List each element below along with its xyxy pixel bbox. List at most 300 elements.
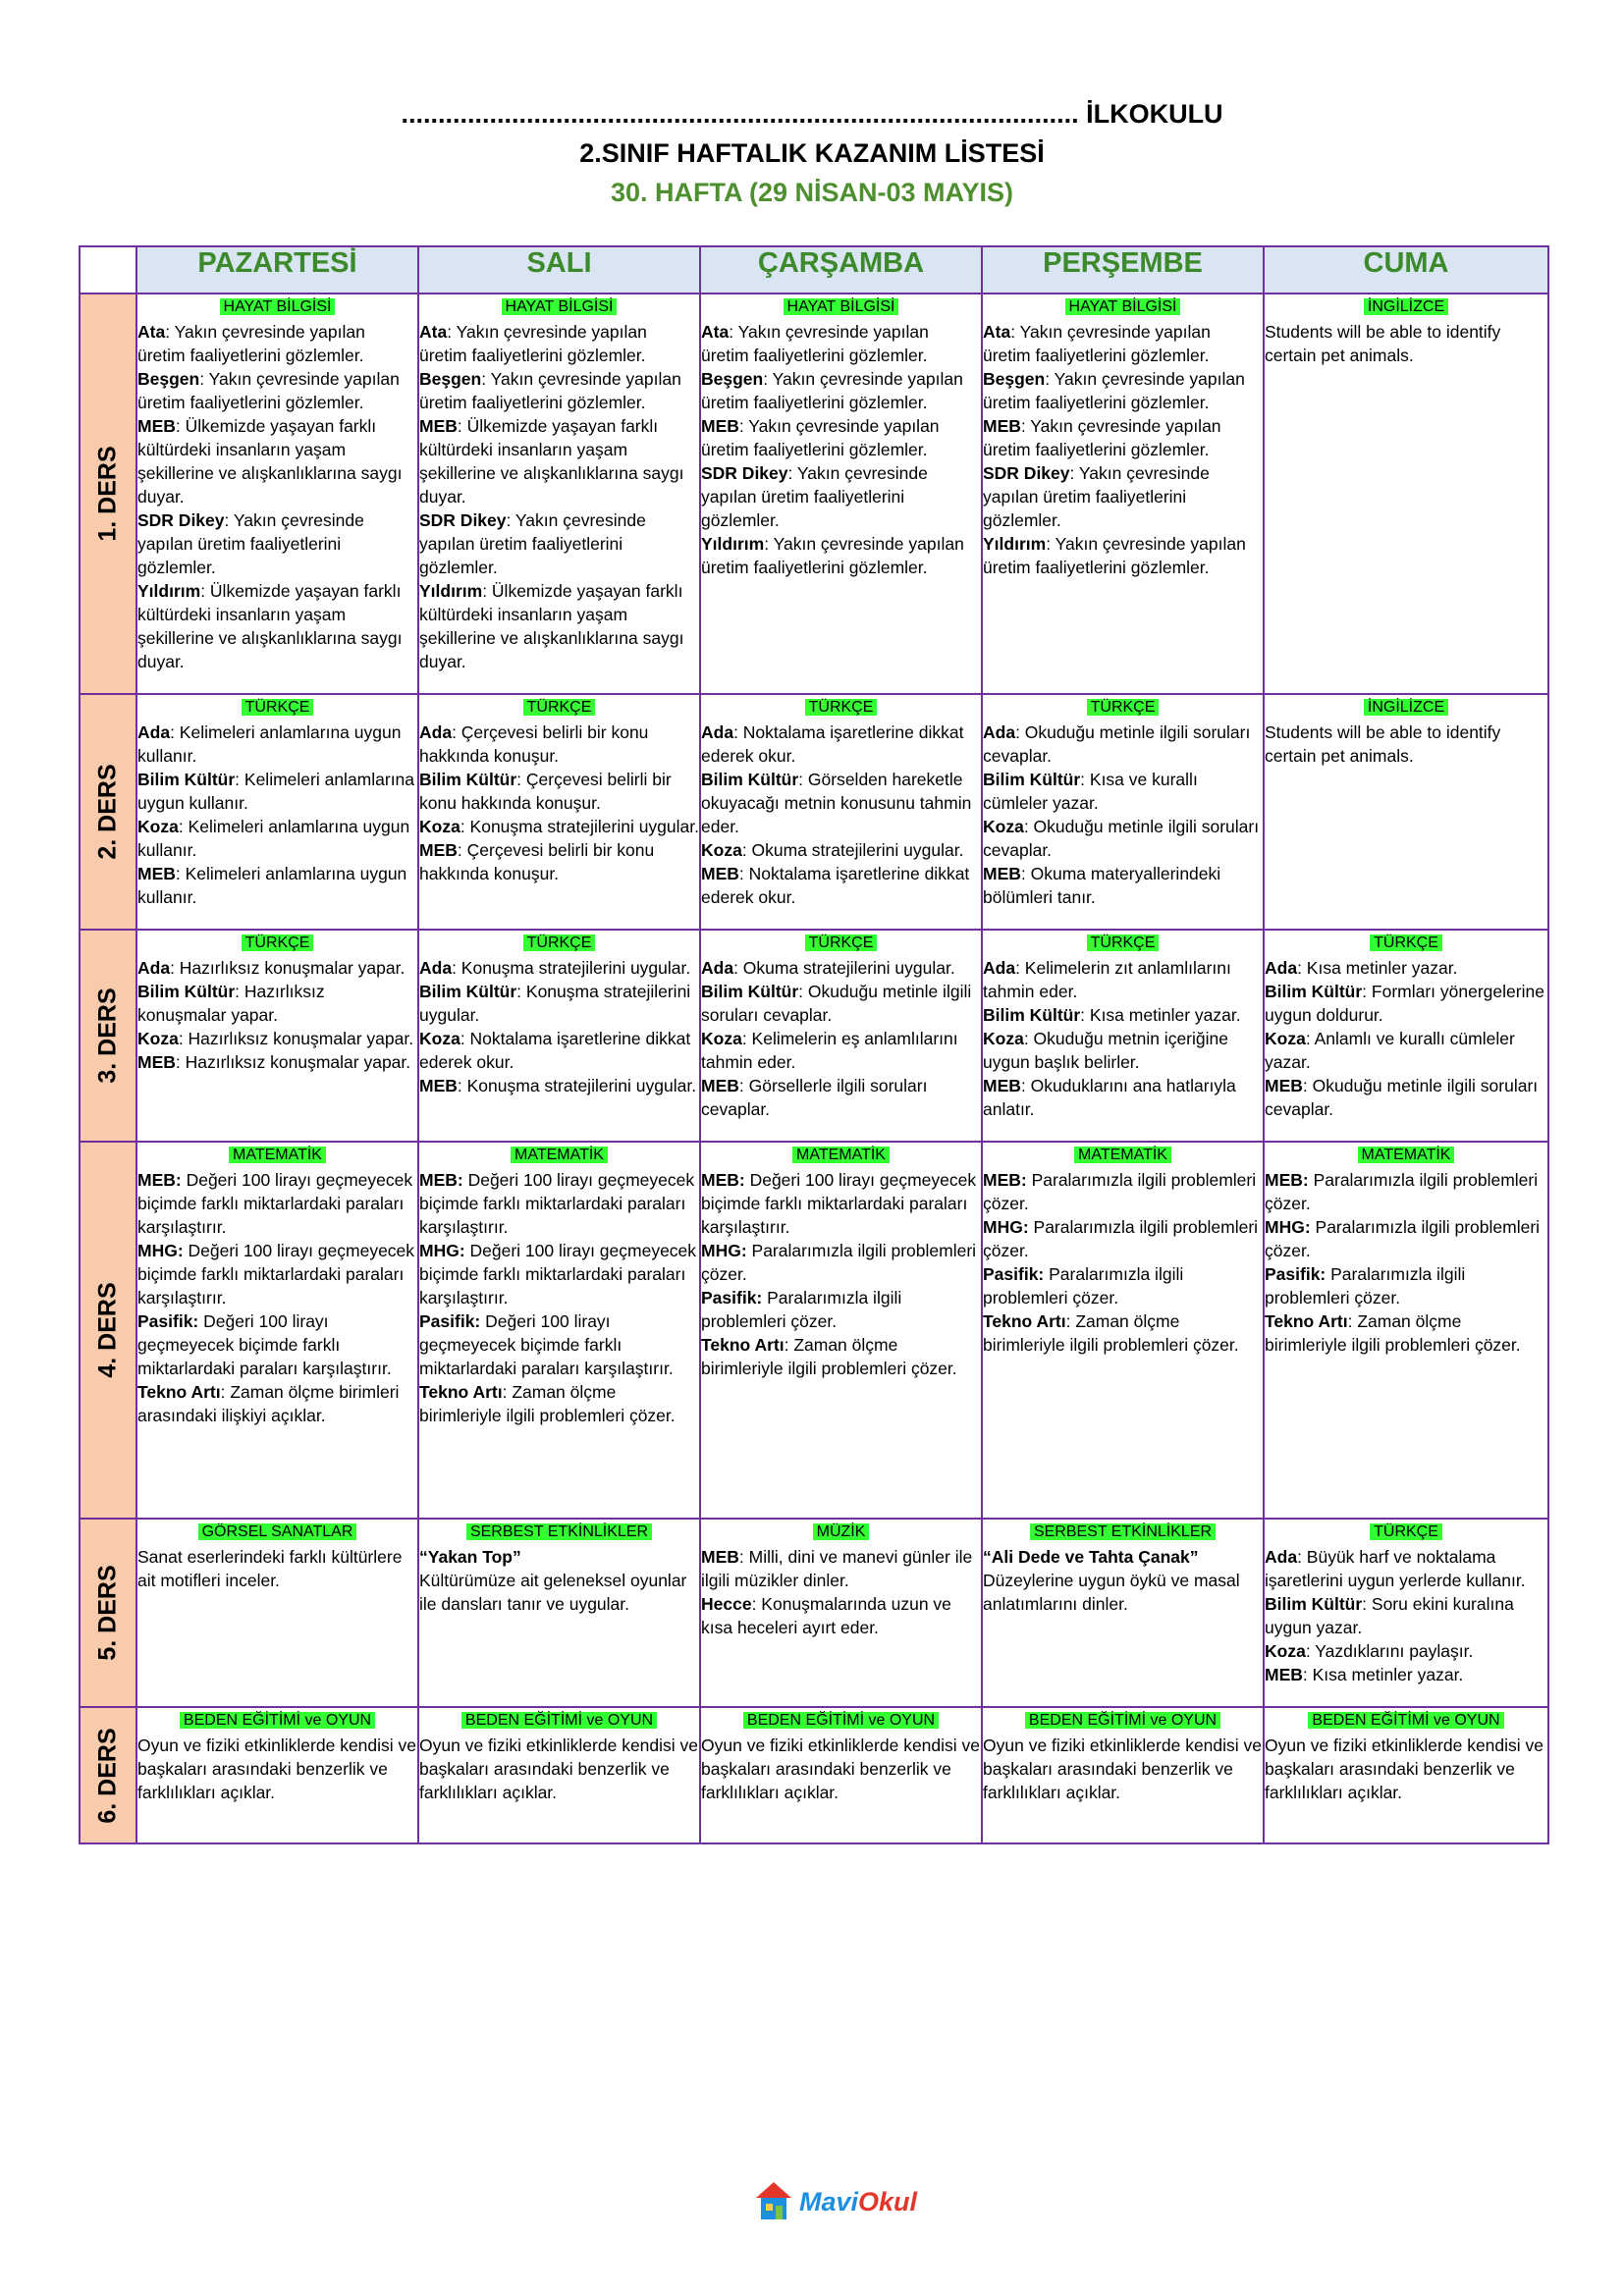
source-name: MEB	[983, 1076, 1021, 1095]
objective-entry	[701, 414, 981, 461]
objective-text: : Okuduklarını ana hatlarıyla anlatır.	[983, 1076, 1236, 1119]
objective-entry	[983, 815, 1263, 862]
subject-label: BEDEN EĞİTİMİ ve OYUN	[1025, 1712, 1220, 1729]
objective-text: : Yakın çevresinde yapılan üretim faaliyetlerini gözlemler.	[419, 510, 646, 577]
subject-heading	[419, 1520, 699, 1543]
objective-entry	[983, 1215, 1263, 1262]
school-name-line: ............................................................................................ İLKOKULU	[401, 99, 1223, 129]
plan-cell	[982, 694, 1264, 930]
objective-entry	[419, 579, 699, 673]
objective-text: Sanat eserlerindeki farklı kültürlere ait motifleri inceler.	[137, 1547, 403, 1590]
plan-cell	[1264, 294, 1548, 694]
subject-label: TÜRKÇE	[1087, 699, 1160, 716]
objective-text: : Okuduğu metinle ilgili soruları cevaplar.	[701, 982, 972, 1025]
objective-text: : Okuma stratejilerini uygular.	[741, 840, 964, 860]
objective-entry	[1265, 320, 1547, 367]
plan-cell	[1264, 1142, 1548, 1519]
objective-text: : Okuduğu metnin içeriğine uygun başlık belirler.	[983, 1029, 1228, 1072]
objective-text: Students will be able to identify certain pet animals.	[1265, 722, 1501, 766]
objective-entry	[419, 414, 699, 508]
source-name: MEB	[701, 1547, 739, 1567]
objective-text: : Zaman ölçme birimleriyle ilgili problemleri çözer.	[983, 1311, 1239, 1355]
objective-text: : Yakın çevresinde yapılan üretim faaliyetlerini gözlemler.	[701, 322, 929, 365]
objective-text: Paralarımızla ilgili problemleri çözer.	[983, 1264, 1184, 1308]
source-name: Ada	[1265, 1547, 1298, 1567]
objective-entry	[1265, 1592, 1547, 1639]
source-name: Tekno Artı	[137, 1382, 221, 1402]
subject-heading	[983, 294, 1263, 318]
objective-text: : Hazırlıksız konuşmalar yapar.	[175, 1052, 411, 1072]
objective-text: : Okuma materyallerindeki bölümleri tanır.	[983, 864, 1221, 907]
objective-text: : Noktalama işaretlerine dikkat ederek okur.	[419, 1029, 691, 1072]
objective-entry	[701, 1592, 981, 1639]
objective-entry	[983, 721, 1263, 768]
subject-label: SERBEST ETKİNLİKLER	[466, 1523, 652, 1540]
lesson-row	[80, 1707, 1548, 1843]
subject-label: TÜRKÇE	[523, 699, 596, 716]
source-name: Bilim Kültür	[419, 982, 517, 1001]
objective-text: : Konuşmalarında uzun ve kısa heceleri ayırt eder.	[701, 1594, 951, 1637]
objective-entry	[419, 1309, 699, 1380]
objective-entry	[419, 320, 699, 367]
objective-text: : Yakın çevresinde yapılan üretim faaliyetlerini gözlemler.	[983, 322, 1211, 365]
subject-heading	[983, 695, 1263, 719]
subject-heading	[1265, 695, 1547, 719]
source-name: SDR Dikey	[419, 510, 507, 530]
source-name: Ada	[983, 722, 1016, 742]
objective-text: : Hazırlıksız konuşmalar yapar.	[137, 982, 325, 1025]
subject-heading	[419, 695, 699, 719]
plan-cell	[418, 1707, 700, 1843]
objective-entry	[983, 1027, 1263, 1074]
objective-entry	[137, 1239, 417, 1309]
objective-text: Oyun ve fiziki etkinliklerde kendisi ve başkaları arasındaki benzerlik ve farklılıkları açıklar.	[1265, 1735, 1544, 1802]
objective-entry	[137, 1168, 417, 1239]
objective-text: Oyun ve fiziki etkinliklerde kendisi ve başkaları arasındaki benzerlik ve farklılıkları açıklar.	[137, 1735, 417, 1802]
subject-heading	[137, 294, 417, 318]
objective-entry	[1265, 1027, 1547, 1074]
objective-entry	[701, 320, 981, 367]
objective-entry	[701, 367, 981, 414]
objective-text: : Yakın çevresinde yapılan üretim faaliyetlerini gözlemler.	[419, 369, 681, 412]
source-name: Beşgen	[701, 369, 764, 389]
lesson-label: 3. DERS	[93, 988, 122, 1084]
source-name: Koza	[983, 817, 1024, 836]
objective-text: : Kısa ve kurallı cümleler yazar.	[983, 770, 1198, 813]
subject-heading	[1265, 1143, 1547, 1166]
plan-cell	[700, 694, 982, 930]
source-name: Pasifik:	[1265, 1264, 1326, 1284]
objective-text: : Konuşma stratejilerini uygular.	[419, 982, 691, 1025]
source-name: Koza	[137, 817, 179, 836]
source-name: SDR Dikey	[137, 510, 225, 530]
plan-cell	[982, 1142, 1264, 1519]
objective-entry	[983, 1074, 1263, 1121]
subject-label: İNGİLİZCE	[1364, 699, 1448, 716]
objective-entry	[701, 721, 981, 768]
objective-text: : Anlamlı ve kurallı cümleler yazar.	[1265, 1029, 1515, 1072]
objective-text: Değeri 100 lirayı geçmeyecek biçimde farklı miktarlardaki paraları karşılaştırır.	[701, 1170, 977, 1237]
objective-entry	[1265, 1215, 1547, 1262]
source-name: Koza	[1265, 1029, 1306, 1048]
objective-text: Paralarımızla ilgili problemleri çözer.	[1265, 1264, 1466, 1308]
plan-cell	[418, 294, 700, 694]
subject-heading	[137, 1143, 417, 1166]
source-name: SDR Dikey	[701, 463, 788, 483]
day-header: CUMA	[1264, 246, 1548, 294]
objective-entry	[983, 367, 1263, 414]
source-name: MEB	[137, 416, 176, 436]
source-name: Bilim Kültür	[1265, 982, 1363, 1001]
source-name: Koza	[419, 817, 460, 836]
objective-entry	[701, 956, 981, 980]
objective-entry	[1265, 1663, 1547, 1686]
objective-text: : Noktalama işaretlerine dikkat ederek okur.	[701, 722, 964, 766]
objective-text: : Kelimeleri anlamlarına uygun kullanır.	[137, 817, 410, 860]
subject-heading	[701, 294, 981, 318]
source-name: MEB	[701, 864, 739, 883]
source-name: MEB	[137, 1052, 176, 1072]
objective-entry	[983, 1545, 1263, 1569]
objective-text: : Yakın çevresinde yapılan üretim faaliyetlerini gözlemler.	[137, 510, 364, 577]
subject-heading	[1265, 931, 1547, 954]
objective-text: : Yakın çevresinde yapılan üretim faaliyetlerini gözlemler.	[983, 416, 1221, 459]
objective-entry	[419, 1074, 699, 1097]
objective-text: : Kelimelerin zıt anlamlılarını tahmin eder.	[983, 958, 1231, 1001]
objective-text: : Yakın çevresinde yapılan üretim faaliyetlerini gözlemler.	[137, 322, 365, 365]
objective-text: : Zaman ölçme birimleriyle ilgili problemleri çözer.	[701, 1335, 957, 1378]
plan-cell	[700, 1142, 982, 1519]
objective-text: : Yakın çevresinde yapılan üretim faaliyetlerini gözlemler.	[419, 322, 647, 365]
objective-text: : Kısa metinler yazar.	[1080, 1005, 1241, 1025]
objective-entry	[701, 980, 981, 1027]
plan-cell	[1264, 694, 1548, 930]
source-name: Bilim Kültür	[983, 770, 1081, 789]
objective-text: : Milli, dini ve manevi günler ile ilgili müzikler dinler.	[701, 1547, 973, 1590]
objective-text: : Okuduğu metinle ilgili soruları cevaplar.	[983, 722, 1251, 766]
objective-entry	[137, 768, 417, 815]
plan-cell	[1264, 1707, 1548, 1843]
objective-entry	[419, 980, 699, 1027]
objective-text: : Kelimeleri anlamlarına uygun kullanır.	[137, 864, 407, 907]
plan-cell	[136, 694, 418, 930]
lesson-label: 5. DERS	[93, 1565, 122, 1661]
day-header: PAZARTESİ	[136, 246, 418, 294]
objective-entry	[701, 1286, 981, 1333]
document-title: 2.SINIF HAFTALIK KAZANIM LİSTESİ	[579, 138, 1045, 168]
objective-entry	[137, 956, 417, 980]
objective-entry	[983, 320, 1263, 367]
objective-entry	[137, 815, 417, 862]
source-name: Hecce	[701, 1594, 752, 1614]
week-title: 30. HAFTA (29 NİSAN-03 MAYIS)	[610, 178, 1014, 207]
objective-entry	[1265, 1545, 1547, 1592]
objective-entry	[137, 1380, 417, 1427]
plan-cell	[1264, 1519, 1548, 1707]
subject-heading	[983, 1520, 1263, 1543]
subject-label: TÜRKÇE	[242, 934, 314, 951]
source-name: Ada	[983, 958, 1016, 978]
subject-label: MATEMATİK	[1074, 1147, 1171, 1163]
objective-entry	[419, 768, 699, 815]
objective-text: Paralarımızla ilgili problemleri çözer.	[1265, 1217, 1541, 1260]
objective-text: : Yazdıklarını paylaşır.	[1305, 1641, 1474, 1661]
objective-text: : Ülkemizde yaşayan farklı kültürdeki insanların yaşam şekillerine ve alışkanlıklarına saygı duyar.	[419, 581, 684, 671]
objective-text: : Noktalama işaretlerine dikkat ederek okur.	[701, 864, 970, 907]
source-name: Beşgen	[137, 369, 200, 389]
plan-cell	[136, 1519, 418, 1707]
objective-text: : Kısa metinler yazar.	[1302, 1665, 1464, 1684]
subject-label: BEDEN EĞİTİMİ ve OYUN	[461, 1712, 657, 1729]
objective-text: : Formları yönergelerine uygun doldurur.	[1265, 982, 1544, 1025]
objective-text: : Görselden hareketle okuyacağı metnin konusunu tahmin eder.	[701, 770, 972, 836]
subject-label: SERBEST ETKİNLİKLER	[1030, 1523, 1216, 1540]
objective-entry	[419, 721, 699, 768]
day-header-row	[80, 246, 1548, 294]
objective-entry	[1265, 1262, 1547, 1309]
subject-heading	[983, 931, 1263, 954]
source-name: MHG:	[1265, 1217, 1311, 1237]
objective-entry	[137, 721, 417, 768]
subject-heading	[701, 1143, 981, 1166]
subject-heading	[701, 1708, 981, 1732]
objective-entry	[701, 1333, 981, 1380]
objective-text: : Çerçevesi belirli bir konu hakkında konuşur.	[419, 770, 672, 813]
objective-text: : Çerçevesi belirli bir konu hakkında konuşur.	[419, 840, 655, 883]
objective-text: : Yakın çevresinde yapılan üretim faaliyetlerini gözlemler.	[137, 369, 400, 412]
objective-text: : Çerçevesi belirli bir konu hakkında konuşur.	[419, 722, 649, 766]
plan-cell	[418, 930, 700, 1142]
source-name: MEB	[983, 864, 1021, 883]
source-name: MEB	[419, 416, 458, 436]
objective-entry	[983, 1003, 1263, 1027]
objective-text: Students will be able to identify certain pet animals.	[1265, 322, 1501, 365]
objective-entry	[419, 367, 699, 414]
objective-text: : Kelimeleri anlamlarına uygun kullanır.	[137, 770, 415, 813]
source-name: MHG:	[983, 1217, 1029, 1237]
plan-cell	[418, 1142, 700, 1519]
source-name: Ata	[137, 322, 166, 342]
objective-entry	[983, 1262, 1263, 1309]
objective-entry	[137, 1050, 417, 1074]
objective-entry	[983, 1309, 1263, 1357]
objective-entry	[137, 1309, 417, 1380]
objective-text: Kültürümüze ait geleneksel oyunlar ile dansları tanır ve uygular.	[419, 1571, 687, 1614]
objective-entry	[137, 1027, 417, 1050]
subject-heading	[419, 931, 699, 954]
objective-text: Paralarımızla ilgili problemleri çözer.	[983, 1170, 1257, 1213]
source-name: Bilim Kültür	[419, 770, 517, 789]
subject-label: BEDEN EĞİTİMİ ve OYUN	[743, 1712, 939, 1729]
plan-cell	[418, 694, 700, 930]
subject-label: TÜRKÇE	[523, 934, 596, 951]
objective-text: : Ülkemizde yaşayan farklı kültürdeki insanların yaşam şekillerine ve alışkanlıklarına saygı duyar.	[137, 416, 403, 507]
logo-text-mavi: Mavi	[799, 2186, 859, 2216]
objective-entry	[419, 815, 699, 838]
objective-entry	[701, 838, 981, 862]
source-name: MEB	[701, 1076, 739, 1095]
objective-text: : Kelimelerin eş anlamlılarını tahmin eder.	[701, 1029, 958, 1072]
source-name: MEB	[701, 416, 739, 436]
subject-label: MATEMATİK	[511, 1147, 608, 1163]
objective-entry	[983, 768, 1263, 815]
source-name: Ada	[701, 958, 734, 978]
source-name: Tekno Artı	[701, 1335, 785, 1355]
lesson-row	[80, 1142, 1548, 1519]
source-name: Yıldırım	[983, 534, 1047, 554]
objective-entry	[983, 461, 1263, 532]
objective-entry	[1265, 1168, 1547, 1215]
objective-entry	[701, 1074, 981, 1121]
objective-text: : Konuşma stratejilerini uygular.	[460, 817, 699, 836]
subject-heading	[1265, 1708, 1547, 1732]
source-name: Tekno Artı	[983, 1311, 1066, 1331]
objective-entry	[137, 508, 417, 579]
subject-heading	[419, 1708, 699, 1732]
objective-text: : Görsellerle ilgili soruları cevaplar.	[701, 1076, 928, 1119]
objective-entry	[1265, 956, 1547, 980]
objective-text: Paralarımızla ilgili problemleri çözer.	[701, 1241, 977, 1284]
objective-entry	[419, 1027, 699, 1074]
subject-label: İNGİLİZCE	[1364, 298, 1448, 315]
objective-entry	[983, 956, 1263, 1003]
subject-label: BEDEN EĞİTİMİ ve OYUN	[180, 1712, 375, 1729]
source-name: Beşgen	[419, 369, 482, 389]
objective-entry	[419, 1239, 699, 1309]
objective-entry	[983, 1734, 1263, 1804]
objective-entry	[701, 1027, 981, 1074]
source-name: MEB:	[419, 1170, 463, 1190]
mavi-okul-logo	[754, 2177, 917, 2226]
source-name: MEB	[983, 416, 1021, 436]
source-name: Koza	[137, 1029, 179, 1048]
subject-heading	[419, 1143, 699, 1166]
source-name: Ada	[419, 722, 453, 742]
objective-entry	[983, 1569, 1263, 1616]
plan-cell	[700, 930, 982, 1142]
objective-entry	[701, 1239, 981, 1286]
day-header: SALI	[418, 246, 700, 294]
objective-entry	[419, 1545, 699, 1569]
plan-cell	[982, 1519, 1264, 1707]
objective-entry	[419, 508, 699, 579]
plan-cell	[136, 294, 418, 694]
subject-heading	[419, 294, 699, 318]
logo-text-okul: Okul	[858, 2186, 918, 2216]
source-name: MHG:	[701, 1241, 747, 1260]
objective-text: : Ülkemizde yaşayan farklı kültürdeki insanların yaşam şekillerine ve alışkanlıklarına saygı duyar.	[419, 416, 684, 507]
source-name: “Ali Dede ve Tahta Çanak”	[983, 1547, 1199, 1567]
objective-entry	[419, 1734, 699, 1804]
objective-entry	[1265, 1309, 1547, 1357]
lesson-row	[80, 294, 1548, 694]
source-name: Koza	[419, 1029, 460, 1048]
source-name: Pasifik:	[419, 1311, 481, 1331]
subject-label: TÜRKÇE	[1087, 934, 1160, 951]
plan-cell	[700, 1707, 982, 1843]
source-name: MEB	[419, 840, 458, 860]
subject-label: BEDEN EĞİTİMİ ve OYUN	[1308, 1712, 1503, 1729]
page-header	[0, 94, 1624, 212]
objective-text: Değeri 100 lirayı geçmeyecek biçimde farklı miktarlardaki paraları karşılaştırır.	[419, 1311, 674, 1378]
source-name: MEB:	[1265, 1170, 1309, 1190]
subject-label: MÜZİK	[813, 1523, 870, 1540]
subject-heading	[701, 931, 981, 954]
plan-cell	[700, 1519, 982, 1707]
objective-text: Paralarımızla ilgili problemleri çözer.	[983, 1217, 1259, 1260]
objective-text: : Konuşma stratejilerini uygular.	[457, 1076, 697, 1095]
objective-entry	[701, 1545, 981, 1592]
source-name: Koza	[701, 1029, 742, 1048]
objective-entry	[419, 1380, 699, 1427]
corner-cell	[80, 246, 136, 294]
house-icon	[754, 2180, 793, 2223]
objective-entry	[701, 1734, 981, 1804]
lesson-label-cell	[80, 930, 136, 1142]
source-name: MEB	[137, 864, 176, 883]
lesson-row	[80, 1519, 1548, 1707]
objective-text: : Yakın çevresinde yapılan üretim faaliyetlerini gözlemler.	[983, 369, 1245, 412]
source-name: Ata	[983, 322, 1011, 342]
objective-entry	[1265, 1734, 1547, 1804]
objective-entry	[701, 862, 981, 909]
subject-heading	[983, 1143, 1263, 1166]
objective-text: : Okuma stratejilerini uygular.	[733, 958, 955, 978]
objective-text: : Zaman ölçme birimleri arasındaki ilişkiyi açıklar.	[137, 1382, 400, 1425]
objective-text: Değeri 100 lirayı geçmeyecek biçimde farklı miktarlardaki paraları karşılaştırır.	[137, 1241, 415, 1308]
subject-label: TÜRKÇE	[242, 699, 314, 716]
subject-label: TÜRKÇE	[1370, 1523, 1442, 1540]
objective-text: : Yakın çevresinde yapılan üretim faaliyetlerini gözlemler.	[701, 534, 964, 577]
subject-label: HAYAT BİLGİSİ	[502, 298, 618, 315]
objective-text: : Zaman ölçme birimleriyle ilgili problemleri çözer.	[1265, 1311, 1521, 1355]
objective-text: : Hazırlıksız konuşmalar yapar.	[178, 1029, 414, 1048]
source-name: Pasifik:	[983, 1264, 1045, 1284]
source-name: Ada	[1265, 958, 1298, 978]
source-name: Yıldırım	[137, 581, 201, 601]
objective-entry	[137, 367, 417, 414]
objective-text: : Kelimeleri anlamlarına uygun kullanır.	[137, 722, 402, 766]
objective-entry	[701, 532, 981, 579]
objective-entry	[1265, 1639, 1547, 1663]
objective-text: : Ülkemizde yaşayan farklı kültürdeki insanların yaşam şekillerine ve alışkanlıklarına saygı duyar.	[137, 581, 403, 671]
source-name: Bilim Kültür	[701, 982, 799, 1001]
source-name: MEB:	[137, 1170, 182, 1190]
objective-entry	[983, 532, 1263, 579]
plan-cell	[982, 294, 1264, 694]
objective-entry	[137, 1545, 417, 1592]
source-name: Ada	[137, 958, 171, 978]
subject-label: HAYAT BİLGİSİ	[784, 298, 899, 315]
objective-text: : Yakın çevresinde yapılan üretim faaliyetlerini gözlemler.	[983, 463, 1210, 530]
subject-heading	[1265, 1520, 1547, 1543]
objective-entry	[137, 414, 417, 508]
subject-label: TÜRKÇE	[805, 934, 878, 951]
objective-entry	[701, 768, 981, 838]
lesson-label: 6. DERS	[93, 1727, 122, 1824]
source-name: Yıldırım	[419, 581, 483, 601]
objective-text: Paralarımızla ilgili problemleri çözer.	[1265, 1170, 1539, 1213]
objective-entry	[701, 1168, 981, 1239]
source-name: MEB:	[701, 1170, 745, 1190]
objective-text: : Soru ekini kuralına uygun yazar.	[1265, 1594, 1514, 1637]
source-name: MEB	[419, 1076, 458, 1095]
objective-text: Oyun ve fiziki etkinliklerde kendisi ve başkaları arasındaki benzerlik ve farklılıkları açıklar.	[419, 1735, 699, 1802]
objective-entry	[983, 414, 1263, 461]
subject-heading	[983, 1708, 1263, 1732]
source-name: “Yakan Top”	[419, 1547, 521, 1567]
source-name: SDR Dikey	[983, 463, 1070, 483]
